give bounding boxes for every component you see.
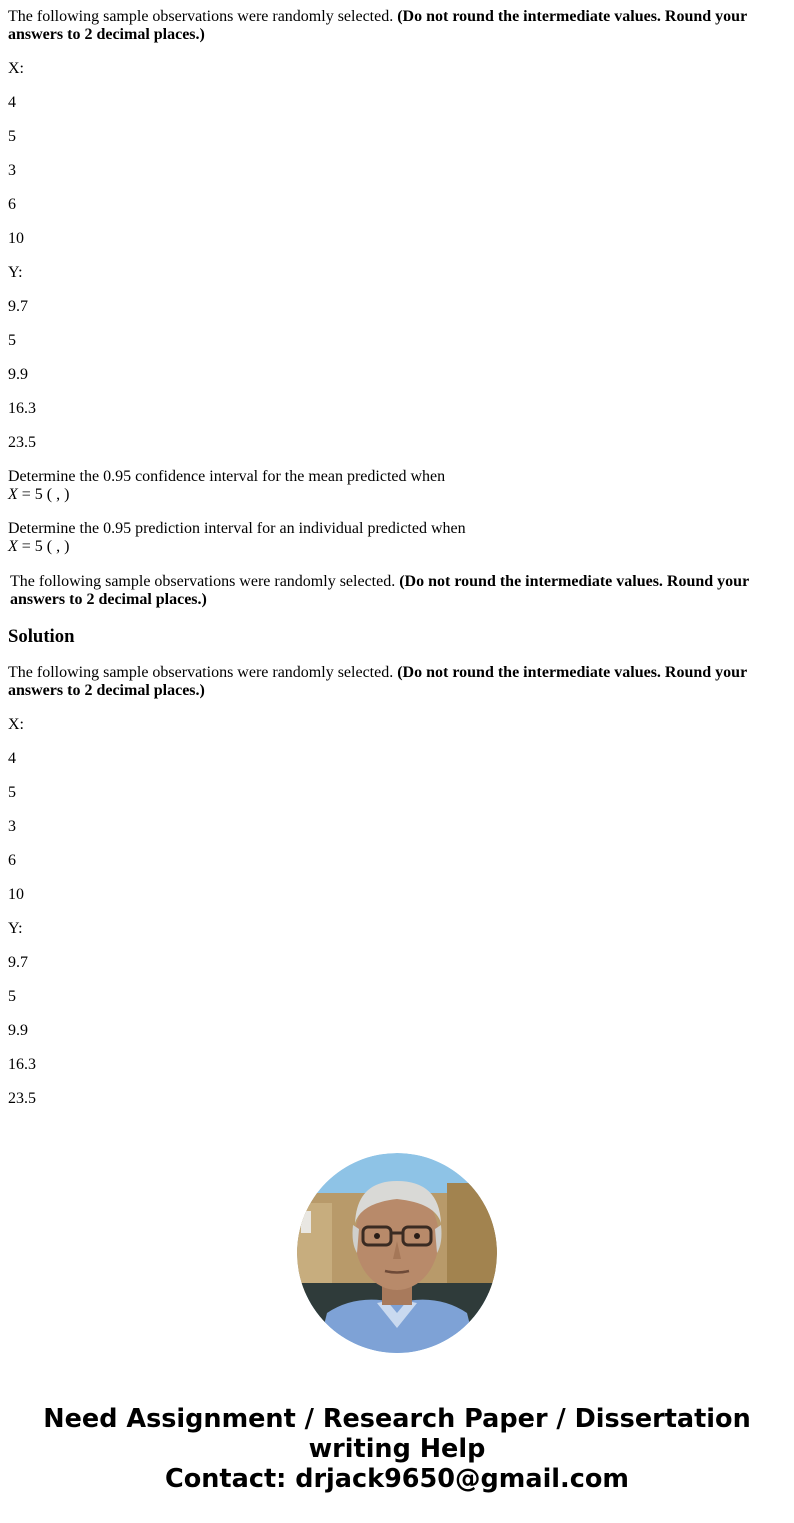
footer-contact <box>0 1404 794 1494</box>
confidence-interval-question <box>8 468 786 504</box>
solution-x-value: 4 <box>8 750 16 767</box>
solution-intro-text: The following sample observations were randomly selected. <box>8 664 398 681</box>
solution-y-value: 23.5 <box>8 1090 36 1107</box>
y-value: 5 <box>8 332 16 349</box>
solution-y-value: 16.3 <box>8 1056 36 1073</box>
solution-y-value: 9.9 <box>8 1022 28 1039</box>
solution-x-value: 3 <box>8 818 16 835</box>
solution-intro-instruction: (Do not round the intermediate values. Round your answers to 2 decimal places.) <box>8 664 747 699</box>
ci-variable: X <box>8 486 18 503</box>
y-value: 23.5 <box>8 434 36 451</box>
question-repeat <box>8 572 786 610</box>
solution-x-value: 6 <box>8 852 16 869</box>
footer-line-1: Need Assignment / Research Paper / Dissertation <box>43 1404 751 1434</box>
x-value: 4 <box>8 94 16 111</box>
solution-y-value: 9.7 <box>8 954 28 971</box>
x-value: 5 <box>8 128 16 145</box>
y-label: Y: <box>8 264 23 281</box>
intro-text: The following sample observations were randomly selected. <box>8 8 398 25</box>
solution-y-value: 5 <box>8 988 16 1005</box>
y-value: 9.7 <box>8 298 28 315</box>
solution-x-value: 5 <box>8 784 16 801</box>
prediction-interval-question <box>8 520 786 556</box>
pi-answer: = 5 ( , ) <box>17 538 70 555</box>
x-value: 6 <box>8 196 16 213</box>
x-value: 3 <box>8 162 16 179</box>
ci-text: Determine the 0.95 confidence interval for the mean predicted when <box>8 468 446 485</box>
x-value: 10 <box>8 230 24 247</box>
repeat-instruction: (Do not round the intermediate values. Round your answers to 2 decimal places.) <box>10 573 749 608</box>
footer-line-2: writing Help <box>308 1434 486 1464</box>
y-value: 9.9 <box>8 366 28 383</box>
solution-x-label: X: <box>8 716 24 733</box>
author-avatar <box>297 1153 497 1353</box>
y-value: 16.3 <box>8 400 36 417</box>
solution-y-label: Y: <box>8 920 23 937</box>
pi-text: Determine the 0.95 prediction interval for an individual predicted when <box>8 520 466 537</box>
repeat-text: The following sample observations were randomly selected. <box>10 573 400 590</box>
footer-contact-email: Contact: drjack9650@gmail.com <box>165 1464 629 1494</box>
intro-instruction: (Do not round the intermediate values. Round your answers to 2 decimal places.) <box>8 8 747 43</box>
pi-variable: X <box>8 538 18 555</box>
x-label: X: <box>8 60 24 77</box>
author-portrait-image <box>297 1153 497 1353</box>
solution-heading: Solution <box>8 626 75 647</box>
question-intro <box>8 8 786 44</box>
ci-answer: = 5 ( , ) <box>17 486 70 503</box>
solution-x-value: 10 <box>8 886 24 903</box>
solution-intro <box>8 664 786 700</box>
